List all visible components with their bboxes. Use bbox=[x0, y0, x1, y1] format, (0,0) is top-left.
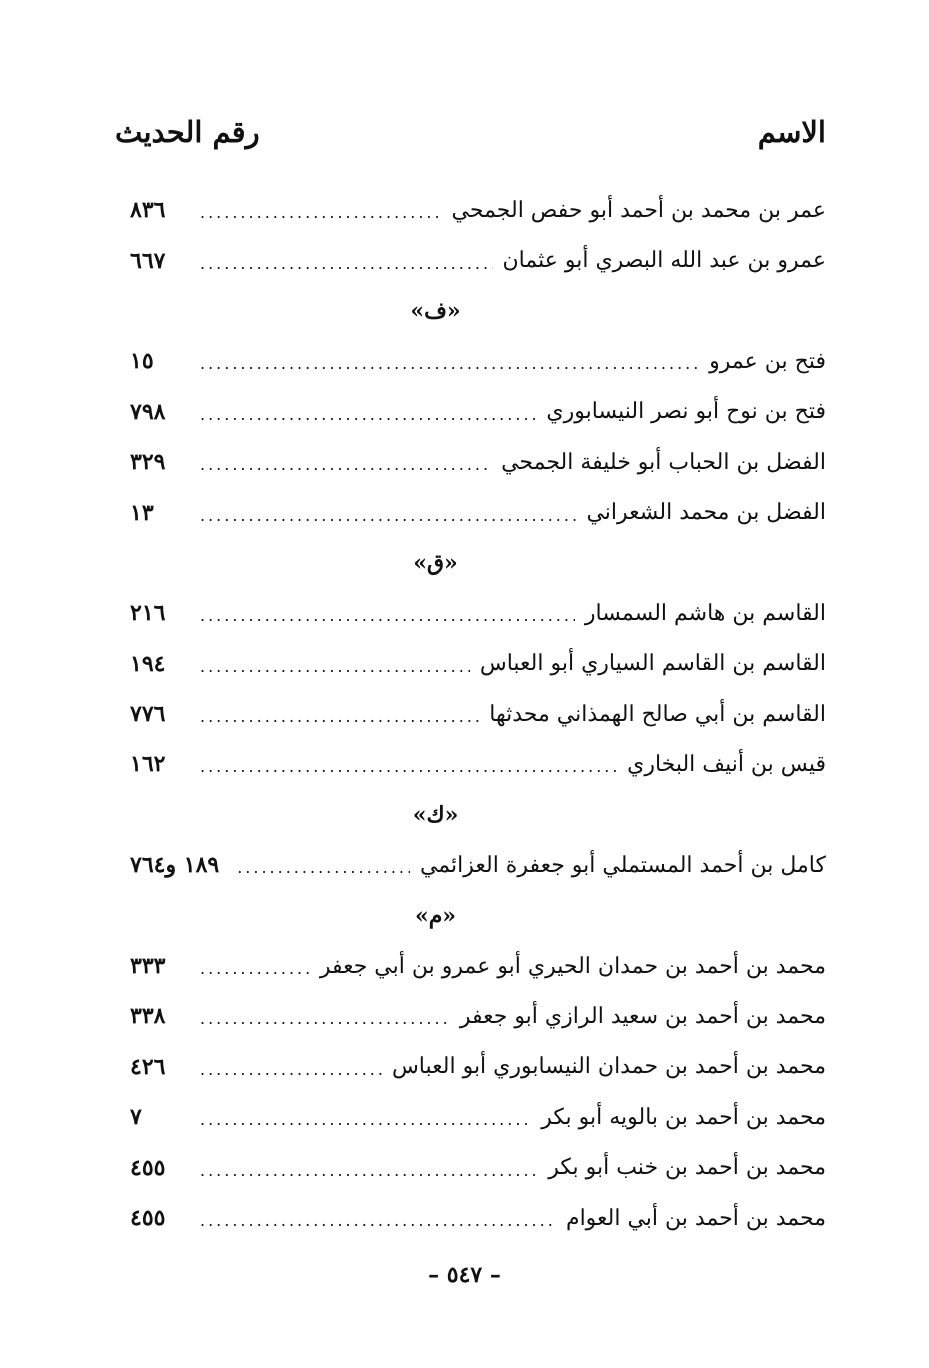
leader-dots bbox=[200, 753, 617, 775]
hadith-number: ٧ bbox=[130, 1104, 142, 1131]
leader-dots bbox=[200, 1207, 556, 1229]
hadith-number: ٨٣٦ bbox=[130, 197, 166, 224]
index-entry bbox=[130, 588, 826, 638]
index-entry bbox=[130, 941, 826, 991]
leader-dots bbox=[200, 602, 575, 624]
index-entries bbox=[130, 185, 826, 1243]
hadith-number: ٣٣٣ bbox=[130, 953, 166, 980]
name-column-heading: الاسم bbox=[757, 115, 826, 149]
index-entry bbox=[130, 639, 826, 689]
leader-dots bbox=[200, 1056, 382, 1078]
hadith-number: ١٩٤ bbox=[130, 650, 166, 677]
letter-section-heading: «ق» bbox=[413, 549, 458, 576]
leader-dots bbox=[200, 1157, 538, 1179]
leader-dots bbox=[200, 350, 699, 372]
narrator-name: القاسم بن أبي صالح الهمذاني محدثها bbox=[489, 701, 826, 727]
letter-section-heading: «م» bbox=[414, 902, 457, 929]
letter-section-heading: «ك» bbox=[412, 801, 459, 828]
index-entry bbox=[130, 689, 826, 739]
narrator-name: فتح بن عمرو bbox=[709, 348, 826, 374]
hadith-number: ١٦٢ bbox=[130, 751, 166, 778]
leader-dots bbox=[200, 401, 536, 423]
hadith-number: ٤٥٥ bbox=[130, 1205, 166, 1231]
narrator-name: محمد بن أحمد بن سعيد الرازي أبو جعفر bbox=[459, 1003, 826, 1029]
index-entry bbox=[130, 840, 826, 890]
hadith-number: ٣٢٩ bbox=[130, 449, 166, 476]
leader-dots bbox=[200, 1106, 531, 1128]
leader-dots bbox=[200, 955, 310, 977]
hadith-number: ٧٩٨ bbox=[130, 398, 166, 425]
leader-dots bbox=[200, 502, 576, 524]
hadith-number: ٣٣٨ bbox=[130, 1003, 166, 1030]
narrator-name: الفضل بن الحباب أبو خليفة الجمحي bbox=[501, 449, 826, 475]
letter-section-heading: «ف» bbox=[410, 297, 461, 324]
index-entry bbox=[130, 991, 826, 1041]
narrator-name: القاسم بن القاسم السياري أبو العباس bbox=[479, 651, 826, 677]
index-entry bbox=[130, 437, 826, 487]
index-entry bbox=[130, 235, 826, 285]
narrator-name: كامل بن أحمد المستملي أبو جعفرة العزائمي bbox=[419, 852, 826, 878]
index-entry bbox=[130, 487, 826, 537]
hadith-number: ٦٦٧ bbox=[130, 247, 166, 274]
narrator-name: محمد بن أحمد بن حمدان النيسابوري أبو العباس bbox=[391, 1054, 826, 1080]
leader-dots bbox=[200, 653, 470, 675]
leader-dots bbox=[200, 451, 491, 473]
leader-dots bbox=[200, 199, 442, 221]
index-entry bbox=[130, 387, 826, 437]
leader-dots bbox=[200, 703, 479, 725]
narrator-name: محمد بن أحمد بن خنب أبو بكر bbox=[548, 1155, 826, 1181]
leader-dots bbox=[237, 854, 410, 876]
index-entry bbox=[130, 1042, 826, 1092]
narrator-name: فتح بن نوح أبو نصر النيسابوري bbox=[546, 399, 826, 425]
narrator-name: قيس بن أنيف البخاري bbox=[627, 751, 826, 777]
hadith-number: ٧٧٦ bbox=[130, 701, 166, 728]
index-entry bbox=[130, 1193, 826, 1243]
narrator-name: محمد بن أحمد بن بالويه أبو بكر bbox=[541, 1104, 826, 1130]
hadith-number-column-heading: رقم الحديث bbox=[115, 115, 260, 149]
hadith-number: ١٣ bbox=[130, 499, 154, 526]
index-entry bbox=[130, 1092, 826, 1142]
narrator-name: القاسم بن هاشم السمسار bbox=[584, 600, 826, 626]
leader-dots bbox=[200, 1005, 450, 1027]
narrator-name: محمد بن أحمد بن حمدان الحيري أبو عمرو بن أبي جعفر bbox=[319, 953, 826, 979]
index-entry bbox=[130, 336, 826, 386]
hadith-number: ٤٥٥ bbox=[130, 1154, 166, 1181]
column-header bbox=[115, 108, 826, 156]
narrator-name: عمر بن محمد بن أحمد أبو حفص الجمحي bbox=[451, 197, 826, 223]
page-number: – ٥٤٧ – bbox=[428, 1262, 501, 1288]
hadith-number: ١٨٩ و٧٦٤ bbox=[130, 852, 220, 879]
narrator-name: عمرو بن عبد الله البصري أبو عثمان bbox=[502, 248, 826, 274]
index-entry bbox=[130, 1142, 826, 1192]
index-entry bbox=[130, 185, 826, 235]
hadith-number: ١٥ bbox=[130, 348, 154, 375]
hadith-number: ٢١٦ bbox=[130, 600, 166, 627]
hadith-number: ٤٢٦ bbox=[130, 1053, 166, 1080]
narrator-name: الفضل بن محمد الشعراني bbox=[586, 500, 826, 526]
leader-dots bbox=[200, 250, 493, 272]
index-entry bbox=[130, 739, 826, 789]
narrator-name: محمد بن أحمد بن أبي العوام bbox=[565, 1205, 826, 1231]
